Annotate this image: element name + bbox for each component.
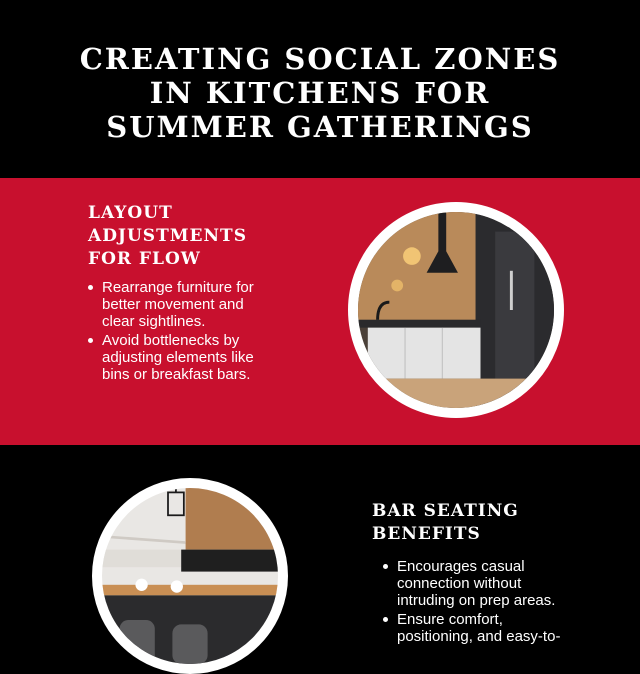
page-title: [0, 42, 640, 144]
title-line-3: SUMMER GATHERINGS: [106, 110, 534, 144]
bar-bullet-2: Ensure comfort, positioning, and easy-to-: [381, 611, 571, 645]
title-line-1: CREATING SOCIAL ZONES: [79, 42, 561, 76]
layout-heading-line-2: ADJUSTMENTS: [88, 226, 247, 246]
bar-heading-line-2: BENEFITS: [372, 524, 481, 544]
layout-section: [0, 178, 640, 445]
bar-bullet-1: Encourages casual connection without intruding on prep areas.: [381, 558, 571, 609]
bar-seating-bullet-list: [381, 558, 571, 647]
bar-heading-line-1: BAR SEATING: [372, 501, 519, 521]
layout-bullet-1: Rearrange furniture for better movement and clear sightlines.: [86, 279, 272, 330]
bar-seating-heading: [372, 500, 519, 546]
layout-heading-line-1: LAYOUT: [88, 203, 173, 223]
kitchen-photo-icon: [348, 202, 564, 418]
layout-bullet-list: [86, 279, 272, 385]
title-line-2: IN KITCHENS FOR: [149, 76, 491, 110]
header-band: [0, 0, 640, 178]
layout-heading: [88, 202, 247, 271]
bar-seating-section: [0, 445, 640, 645]
layout-bullet-2: Avoid bottlenecks by adjusting elements like bins or breakfast bars.: [86, 332, 272, 383]
bar-seating-photo-icon: [92, 478, 288, 674]
layout-heading-line-3: FOR FLOW: [88, 249, 201, 269]
